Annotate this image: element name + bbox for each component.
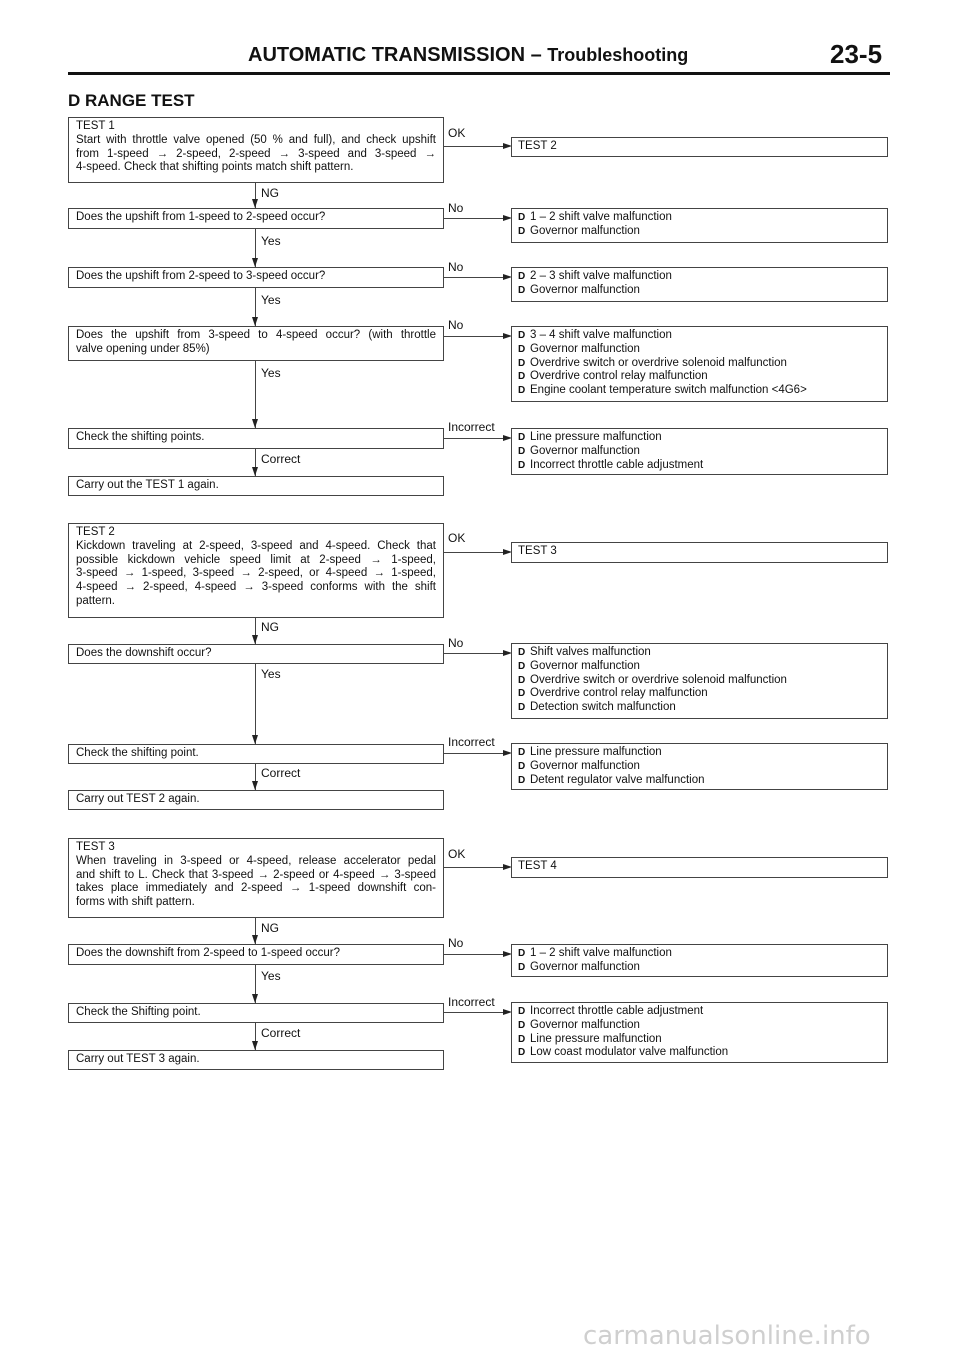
bullet-icon: D <box>518 343 526 355</box>
test1-q3-yes-arrow <box>252 419 258 428</box>
cause-item: Incorrect throttle cable adjustment <box>530 458 704 471</box>
test2-heading: TEST 2 <box>76 526 115 538</box>
cause-item: Overdrive switch or overdrive solenoid malfunction <box>530 673 787 686</box>
bullet-icon: D <box>518 660 526 672</box>
test2-check-incorrect-connector <box>444 753 506 754</box>
test3-ok-connector <box>444 867 506 868</box>
bullet-icon: D <box>518 330 526 341</box>
test1-q1-causes-box <box>511 208 888 243</box>
test1-q1-yes-arrow <box>252 258 258 267</box>
bullet-icon: D <box>518 385 526 397</box>
test3-again-box <box>68 1050 444 1070</box>
test1-q2-no-label: No <box>448 260 464 274</box>
test1-check-incorrect-connector <box>444 438 506 439</box>
test3-text-line: and shift to L. Check that 3-speed → 2-speed or 4-speed → 3-speed <box>76 868 436 881</box>
test1-q3-yes-label: Yes <box>261 366 281 380</box>
bullet-icon: D <box>518 357 526 369</box>
cause-item: Governor malfunction <box>530 759 640 772</box>
test2-text-line: pattern. <box>76 594 115 607</box>
test2-ok-connector <box>444 552 506 553</box>
bullet-icon: D <box>518 271 526 282</box>
test2-ok-target-box <box>511 542 888 563</box>
test1-question3-line: Does the upshift from 3-speed to 4-speed occur? (with throttle <box>76 329 436 341</box>
cause-item: Governor malfunction <box>530 1018 640 1031</box>
test1-q2-causes-box <box>511 267 888 302</box>
cause-item: Overdrive switch or overdrive solenoid malfunction <box>530 356 787 369</box>
section-title: D RANGE TEST <box>68 91 195 110</box>
test1-box <box>68 117 444 183</box>
test3-check-correct-label: Correct <box>261 1026 301 1040</box>
bullet-icon: D <box>518 284 526 296</box>
test2-ng-arrow <box>252 635 258 644</box>
test2-again: Carry out TEST 2 again. <box>76 793 200 805</box>
test1-q2-yes-arrow <box>252 317 258 326</box>
bullet-icon: D <box>518 961 526 973</box>
test2-q1-no-connector <box>444 653 506 654</box>
test1-q3-yes-connector <box>255 361 256 428</box>
test2-check-incorrect-label: Incorrect <box>448 735 495 749</box>
test1-q3-no-connector <box>444 336 506 337</box>
test3-ok-target-box <box>511 857 888 878</box>
test1-question1: Does the upshift from 1-speed to 2-speed occur? <box>76 211 326 223</box>
bullet-icon: D <box>518 371 526 383</box>
bullet-icon: D <box>518 948 526 959</box>
test1-check: Check the shifting points. <box>76 431 205 443</box>
bullet-icon: D <box>518 459 526 471</box>
cause-item: Incorrect throttle cable adjustment <box>530 1005 704 1017</box>
test3-q1-yes-label: Yes <box>261 969 281 983</box>
test2-box <box>68 523 444 618</box>
test3-check-incorrect-connector <box>444 1012 506 1013</box>
test1-question2-box <box>68 267 444 288</box>
cause-item: Engine coolant temperature switch malfunction <4G6> <box>530 384 807 397</box>
test2-q1-yes-connector <box>255 664 256 744</box>
test1-check-correct-label: Correct <box>261 452 301 466</box>
test3-again: Carry out TEST 3 again. <box>76 1053 200 1065</box>
header-subtitle: Troubleshooting <box>547 45 689 65</box>
cause-item: Governor malfunction <box>530 444 640 457</box>
test1-text-line: Start with throttle valve opened (50 % and full), and check upshift <box>76 133 436 146</box>
bullet-icon: D <box>518 774 526 786</box>
test3-question1: Does the downshift from 2-speed to 1-speed occur? <box>76 947 341 959</box>
page-number: 23-5 <box>830 39 883 69</box>
test3-q1-no-label: No <box>448 936 464 950</box>
test2-ok-label: OK <box>448 531 466 545</box>
test3-check: Check the Shifting point. <box>76 1006 201 1018</box>
bullet-icon: D <box>518 225 526 237</box>
test3-question1-box <box>68 944 444 965</box>
test2-text-line: 4-speed → 2-speed, 4-speed → 3-speed conforms with the shift <box>76 581 436 594</box>
test2-again-box <box>68 790 444 810</box>
test2-text-line: 3-speed → 1-speed, 3-speed → 2-speed, or 4-speed → 1-speed, <box>76 567 436 580</box>
cause-item: Overdrive control relay malfunction <box>530 687 708 700</box>
bullet-icon: D <box>518 674 526 686</box>
test2-q1-yes-arrow <box>252 735 258 744</box>
test1-question3-line: valve opening under 85%) <box>76 342 210 355</box>
test2-check: Check the shifting point. <box>76 747 199 759</box>
test1-again: Carry out the TEST 1 again. <box>76 479 219 491</box>
bullet-icon: D <box>518 760 526 772</box>
cause-item: Line pressure malfunction <box>530 1032 662 1045</box>
cause-item: Governor malfunction <box>530 960 640 973</box>
cause-item: Low coast modulator valve malfunction <box>530 1046 729 1059</box>
bullet-icon: D <box>518 1006 526 1017</box>
test1-q1-no-connector <box>444 218 506 219</box>
cause-item: Detent regulator valve malfunction <box>530 773 705 786</box>
cause-item: Line pressure malfunction <box>530 431 662 443</box>
test1-again-box <box>68 476 444 496</box>
test3-ok-target: TEST 4 <box>518 860 557 872</box>
test1-ok-label: OK <box>448 126 466 140</box>
test1-heading: TEST 1 <box>76 120 115 132</box>
test3-ng-label: NG <box>261 921 279 935</box>
test2-check-box <box>68 744 444 764</box>
test3-check-causes-box <box>511 1002 888 1063</box>
bullet-icon: D <box>518 747 526 758</box>
test1-check-correct-arrow <box>252 467 258 476</box>
test3-ng-arrow <box>252 935 258 944</box>
test1-q2-yes-label: Yes <box>261 293 281 307</box>
test1-q3-causes-box <box>511 326 888 402</box>
test1-check-causes-box <box>511 428 888 475</box>
test1-ng-arrow <box>252 199 258 208</box>
test3-heading: TEST 3 <box>76 841 115 853</box>
test1-text-line: 4-speed. Check that shifting points match shift pattern. <box>76 161 354 174</box>
bullet-icon: D <box>518 1019 526 1031</box>
header-rule <box>68 72 890 75</box>
bullet-icon: D <box>518 702 526 714</box>
cause-item: Overdrive control relay malfunction <box>530 370 708 383</box>
test3-text-line: When traveling in 3-speed or 4-speed, release accelerator pedal <box>76 854 436 867</box>
cause-item: 1 – 2 shift valve malfunction <box>530 211 672 223</box>
test3-q1-causes-box <box>511 944 888 977</box>
cause-item: Governor malfunction <box>530 342 640 355</box>
test1-q1-no-label: No <box>448 201 464 215</box>
test1-q3-no-label: No <box>448 318 464 332</box>
header-title: AUTOMATIC TRANSMISSION <box>248 44 526 66</box>
test2-text-line: Kickdown traveling at 2-speed, 3-speed and 4-speed. Check that <box>76 539 436 552</box>
test1-question3-box <box>68 326 444 361</box>
bullet-icon: D <box>518 445 526 457</box>
test3-check-correct-arrow <box>252 1041 258 1050</box>
test2-text-line: possible kickdown vehicle speed limit at 2-speed → 1-speed, <box>76 553 436 566</box>
cause-item: Line pressure malfunction <box>530 746 662 758</box>
cause-item: 1 – 2 shift valve malfunction <box>530 947 672 959</box>
cause-item: Governor malfunction <box>530 283 640 296</box>
bullet-icon: D <box>518 647 526 658</box>
test2-check-correct-arrow <box>252 781 258 790</box>
test2-q1-causes-box <box>511 643 888 719</box>
test1-check-box <box>68 428 444 449</box>
test1-ng-label: NG <box>261 186 279 200</box>
header-dash: – <box>525 44 548 66</box>
cause-item: 2 – 3 shift valve malfunction <box>530 270 672 282</box>
test1-question1-box <box>68 208 444 229</box>
bullet-icon: D <box>518 1047 526 1059</box>
test3-box <box>68 838 444 918</box>
bullet-icon: D <box>518 1033 526 1045</box>
test2-check-correct-label: Correct <box>261 766 301 780</box>
test1-check-incorrect-label: Incorrect <box>448 420 495 434</box>
test1-q1-yes-label: Yes <box>261 234 281 248</box>
test3-q1-yes-arrow <box>252 994 258 1003</box>
cause-item: Governor malfunction <box>530 659 640 672</box>
test3-check-incorrect-label: Incorrect <box>448 995 495 1009</box>
test3-ok-label: OK <box>448 847 466 861</box>
test2-check-causes-box <box>511 743 888 790</box>
test1-ok-target-box <box>511 137 888 157</box>
test2-q1-no-label: No <box>448 636 464 650</box>
test3-text-line: forms with shift pattern. <box>76 896 195 909</box>
test2-question1-box <box>68 644 444 664</box>
test1-ok-connector <box>444 146 506 147</box>
test1-text-line: from 1-speed → 2-speed, 2-speed → 3-speed and 3-speed → <box>76 147 436 160</box>
watermark-logo: carmanualsonline.info <box>583 1321 871 1351</box>
cause-item: 3 – 4 shift valve malfunction <box>530 329 672 341</box>
test3-q1-no-connector <box>444 954 506 955</box>
bullet-icon: D <box>518 212 526 223</box>
test3-text-line: takes place immediately and 2-speed → 1-speed downshift con- <box>76 882 436 895</box>
test1-q2-no-connector <box>444 277 506 278</box>
bullet-icon: D <box>518 432 526 443</box>
cause-item: Shift valves malfunction <box>530 646 651 658</box>
page-header-title <box>248 44 688 67</box>
test1-ok-target: TEST 2 <box>518 140 557 152</box>
cause-item: Detection switch malfunction <box>530 701 676 714</box>
test3-check-box <box>68 1003 444 1023</box>
test1-question2: Does the upshift from 2-speed to 3-speed occur? <box>76 270 326 282</box>
test2-question1: Does the downshift occur? <box>76 647 212 659</box>
test2-ng-label: NG <box>261 620 279 634</box>
cause-item: Governor malfunction <box>530 224 640 237</box>
test2-ok-target: TEST 3 <box>518 545 557 557</box>
test2-q1-yes-label: Yes <box>261 667 281 681</box>
bullet-icon: D <box>518 688 526 700</box>
